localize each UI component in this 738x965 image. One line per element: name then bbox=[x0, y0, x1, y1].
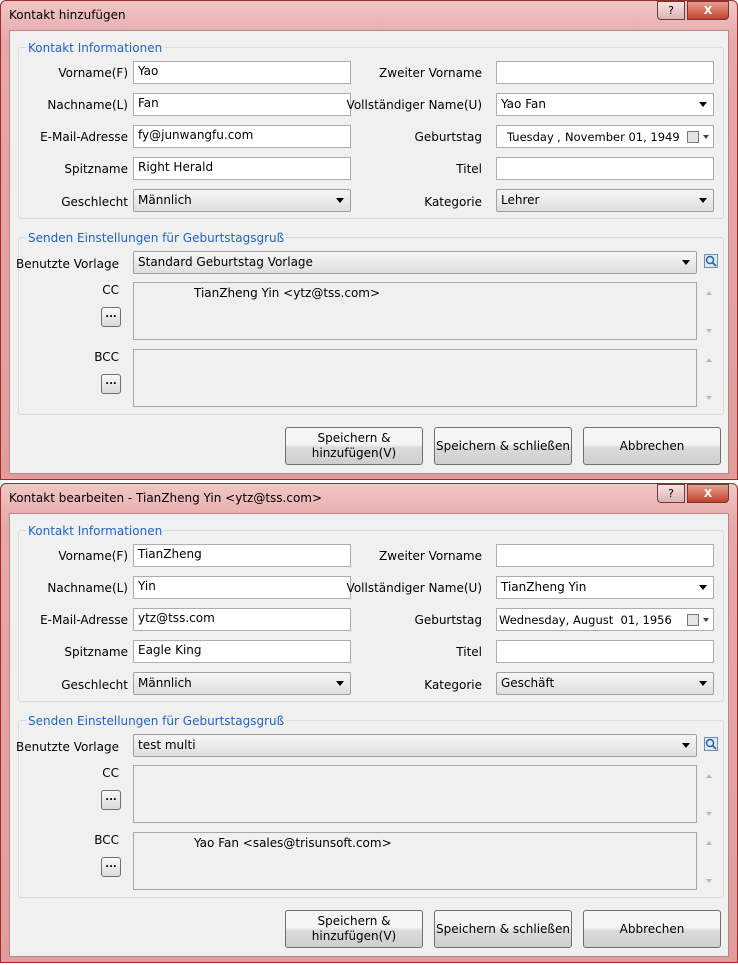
email-input[interactable]: ytz@tss.com bbox=[133, 608, 351, 631]
save-close-label: Speichern & schließen bbox=[436, 921, 570, 936]
email-input[interactable]: fy@junwangfu.com bbox=[133, 125, 351, 148]
cancel-button[interactable] bbox=[583, 427, 721, 465]
bcc-label: BCC bbox=[94, 350, 119, 364]
birthday-weekday: Wednesday, bbox=[499, 613, 570, 627]
title-bar[interactable] bbox=[1, 1, 737, 29]
email-label: E-Mail-Adresse bbox=[40, 613, 128, 627]
first-name-input[interactable]: Yao bbox=[133, 61, 351, 84]
birthday-label: Geburtstag bbox=[414, 130, 482, 144]
template-value: test multi bbox=[138, 738, 196, 752]
gender-value: Männlich bbox=[138, 193, 192, 207]
nickname-input[interactable]: Eagle King bbox=[133, 640, 351, 663]
middle-name-label: Zweiter Vorname bbox=[379, 66, 482, 80]
close-button[interactable]: X bbox=[687, 1, 729, 20]
gender-label: Geschlecht bbox=[61, 678, 128, 692]
last-name-input[interactable]: Yin bbox=[133, 576, 351, 599]
gender-select[interactable] bbox=[133, 189, 351, 212]
birthday-date: November 01, 1949 bbox=[565, 130, 680, 144]
template-value: Standard Geburtstag Vorlage bbox=[138, 255, 313, 269]
chevron-down-icon bbox=[703, 618, 709, 622]
birthday-weekday: Tuesday bbox=[507, 130, 554, 144]
bcc-browse-button[interactable]: ... bbox=[101, 374, 121, 394]
full-name-label: Vollständiger Name(U) bbox=[346, 98, 482, 112]
save-add-label: Speichern & hinzufügen(V) bbox=[311, 431, 397, 460]
preview-magnifier-icon[interactable] bbox=[704, 737, 718, 751]
bcc-browse-button[interactable]: ... bbox=[101, 857, 121, 877]
save-close-button[interactable] bbox=[434, 427, 572, 465]
chevron-down-icon bbox=[699, 585, 707, 590]
cancel-button[interactable] bbox=[583, 910, 721, 948]
scroll-up-icon[interactable] bbox=[706, 291, 712, 295]
save-add-button[interactable] bbox=[285, 910, 423, 948]
bcc-label: BCC bbox=[94, 833, 119, 847]
scroll-up-icon[interactable] bbox=[706, 358, 712, 362]
middle-name-input[interactable] bbox=[496, 61, 714, 84]
cc-value: TianZheng Yin <ytz@tss.com> bbox=[194, 286, 381, 300]
gender-select[interactable] bbox=[133, 672, 351, 695]
scroll-up-icon[interactable] bbox=[706, 774, 712, 778]
close-button[interactable]: X bbox=[687, 484, 729, 503]
first-name-label: Vorname(F) bbox=[58, 549, 128, 563]
last-name-label: Nachname(L) bbox=[47, 98, 128, 112]
email-label: E-Mail-Adresse bbox=[40, 130, 128, 144]
birthday-separator: , bbox=[557, 130, 561, 144]
full-name-value: TianZheng Yin bbox=[501, 580, 587, 594]
full-name-select[interactable] bbox=[496, 93, 714, 116]
chevron-down-icon bbox=[703, 135, 709, 139]
birthday-date: August 01, 1956 bbox=[573, 613, 672, 627]
category-value: Geschäft bbox=[501, 676, 555, 690]
nickname-input[interactable]: Right Herald bbox=[133, 157, 351, 180]
add-contact-dialog bbox=[0, 0, 738, 480]
title-input[interactable] bbox=[496, 640, 714, 663]
bcc-field[interactable] bbox=[133, 832, 697, 890]
category-label: Kategorie bbox=[424, 678, 482, 692]
first-name-input[interactable]: TianZheng bbox=[133, 544, 351, 567]
bcc-field[interactable] bbox=[133, 349, 697, 407]
dialog-body bbox=[9, 513, 729, 957]
chevron-down-icon bbox=[699, 198, 707, 203]
scroll-down-icon[interactable] bbox=[706, 396, 712, 400]
scroll-down-icon[interactable] bbox=[706, 812, 712, 816]
cancel-label: Abbrechen bbox=[619, 921, 685, 936]
save-close-label: Speichern & schließen bbox=[436, 438, 570, 453]
template-label: Benutzte Vorlage bbox=[16, 740, 119, 754]
cc-browse-button[interactable]: ... bbox=[101, 307, 121, 327]
middle-name-input[interactable] bbox=[496, 544, 714, 567]
edit-contact-dialog bbox=[0, 483, 738, 963]
cc-browse-button[interactable]: ... bbox=[101, 790, 121, 810]
title-label: Titel bbox=[456, 162, 482, 176]
title-bar[interactable] bbox=[1, 484, 737, 512]
help-button[interactable]: ? bbox=[657, 484, 685, 503]
template-label: Benutzte Vorlage bbox=[16, 257, 119, 271]
save-add-button[interactable] bbox=[285, 427, 423, 465]
birthday-picker[interactable] bbox=[496, 125, 714, 148]
full-name-select[interactable] bbox=[496, 576, 714, 599]
cc-field[interactable] bbox=[133, 765, 697, 823]
template-select[interactable] bbox=[133, 251, 697, 274]
scroll-up-icon[interactable] bbox=[706, 841, 712, 845]
greeting-settings-group-title: Senden Einstellungen für Geburtstagsgruß bbox=[28, 231, 285, 245]
title-label: Titel bbox=[456, 645, 482, 659]
birthday-picker[interactable] bbox=[496, 608, 714, 631]
chevron-down-icon bbox=[699, 102, 707, 107]
chevron-down-icon bbox=[336, 681, 344, 686]
last-name-input[interactable]: Fan bbox=[133, 93, 351, 116]
calendar-icon bbox=[687, 131, 699, 143]
contact-info-group-title: Kontakt Informationen bbox=[28, 41, 163, 55]
dialog-title: Kontakt bearbeiten - TianZheng Yin <ytz@tss.com> bbox=[9, 491, 323, 505]
middle-name-label: Zweiter Vorname bbox=[379, 549, 482, 563]
bcc-value: Yao Fan <sales@trisunsoft.com> bbox=[194, 836, 392, 850]
preview-magnifier-icon[interactable] bbox=[704, 254, 718, 268]
chevron-down-icon bbox=[682, 743, 690, 748]
cc-label: CC bbox=[102, 766, 119, 780]
nickname-label: Spitzname bbox=[64, 162, 128, 176]
full-name-label: Vollständiger Name(U) bbox=[346, 581, 482, 595]
cc-label: CC bbox=[102, 283, 119, 297]
dialog-body bbox=[9, 30, 729, 474]
help-button[interactable]: ? bbox=[657, 1, 685, 20]
dialog-title: Kontakt hinzufügen bbox=[9, 8, 126, 22]
title-input[interactable] bbox=[496, 157, 714, 180]
chevron-down-icon bbox=[682, 260, 690, 265]
category-label: Kategorie bbox=[424, 195, 482, 209]
scroll-down-icon[interactable] bbox=[706, 329, 712, 333]
category-select[interactable] bbox=[496, 672, 714, 695]
cancel-label: Abbrechen bbox=[619, 438, 685, 453]
template-select[interactable] bbox=[133, 734, 697, 757]
chevron-down-icon bbox=[336, 198, 344, 203]
category-select[interactable] bbox=[496, 189, 714, 212]
cc-field[interactable] bbox=[133, 282, 697, 340]
gender-value: Männlich bbox=[138, 676, 192, 690]
save-add-label: Speichern & hinzufügen(V) bbox=[311, 914, 397, 943]
gender-label: Geschlecht bbox=[61, 195, 128, 209]
category-value: Lehrer bbox=[501, 193, 540, 207]
save-close-button[interactable] bbox=[434, 910, 572, 948]
nickname-label: Spitzname bbox=[64, 645, 128, 659]
last-name-label: Nachname(L) bbox=[47, 581, 128, 595]
greeting-settings-group-title: Senden Einstellungen für Geburtstagsgruß bbox=[28, 714, 285, 728]
calendar-icon bbox=[687, 614, 699, 626]
contact-info-group-title: Kontakt Informationen bbox=[28, 524, 163, 538]
scroll-down-icon[interactable] bbox=[706, 879, 712, 883]
full-name-value: Yao Fan bbox=[501, 97, 546, 111]
first-name-label: Vorname(F) bbox=[58, 66, 128, 80]
chevron-down-icon bbox=[699, 681, 707, 686]
birthday-label: Geburtstag bbox=[414, 613, 482, 627]
